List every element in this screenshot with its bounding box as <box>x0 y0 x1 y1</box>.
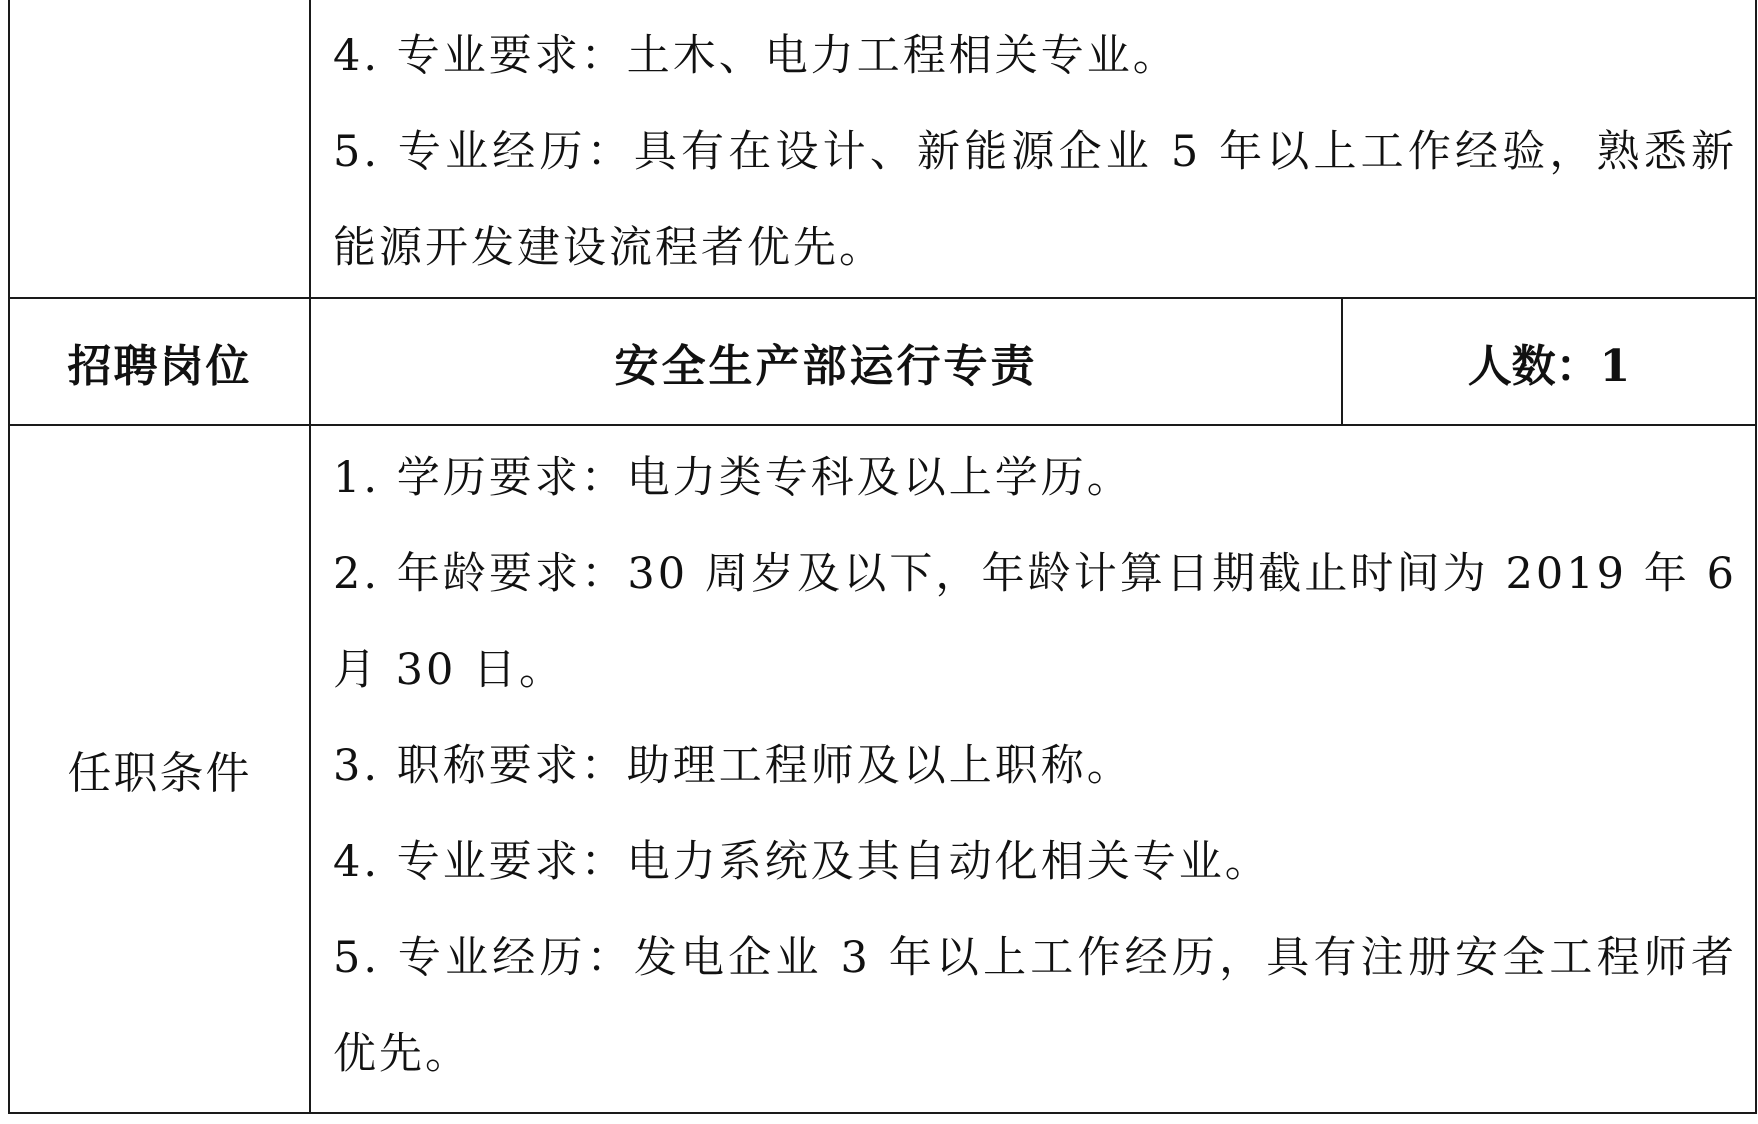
requirements-cell <box>310 425 1756 1113</box>
requirement-item-education: 1. 学历要求：电力类专科及以上学历。 <box>333 453 1133 503</box>
requirement-item-major: 4. 专业要求：土木、电力工程相关专业。 <box>333 31 1179 81</box>
position-title: 安全生产部运行专责 <box>310 298 1342 425</box>
position-label: 招聘岗位 <box>9 298 310 425</box>
continued-label-cell <box>9 0 310 298</box>
requirements-list <box>333 430 1737 1102</box>
table-row-position <box>9 298 1756 425</box>
requirement-item-experience: 5. 专业经历：发电企业 3 年以上工作经历，具有注册安全工程师者优先。 <box>333 933 1738 1079</box>
requirement-item-major: 4. 专业要求：电力系统及其自动化相关专业。 <box>333 837 1271 887</box>
table-row-requirements <box>9 425 1756 1113</box>
recruitment-table <box>8 0 1757 1114</box>
headcount: 人数：1 <box>1342 298 1756 425</box>
requirement-item-title: 3. 职称要求：助理工程师及以上职称。 <box>333 741 1133 791</box>
requirements-label: 任职条件 <box>9 425 310 1113</box>
continued-requirements-list <box>333 8 1737 296</box>
requirement-item-experience: 5. 专业经历：具有在设计、新能源企业 5 年以上工作经验，熟悉新能源开发建设流程者优先。 <box>333 127 1738 273</box>
table-row-continued-requirements <box>9 0 1756 298</box>
requirement-item-age: 2. 年龄要求：30 周岁及以下，年龄计算日期截止时间为 2019 年 6 月 30 日。 <box>333 549 1738 695</box>
continued-requirements-cell <box>310 0 1756 298</box>
